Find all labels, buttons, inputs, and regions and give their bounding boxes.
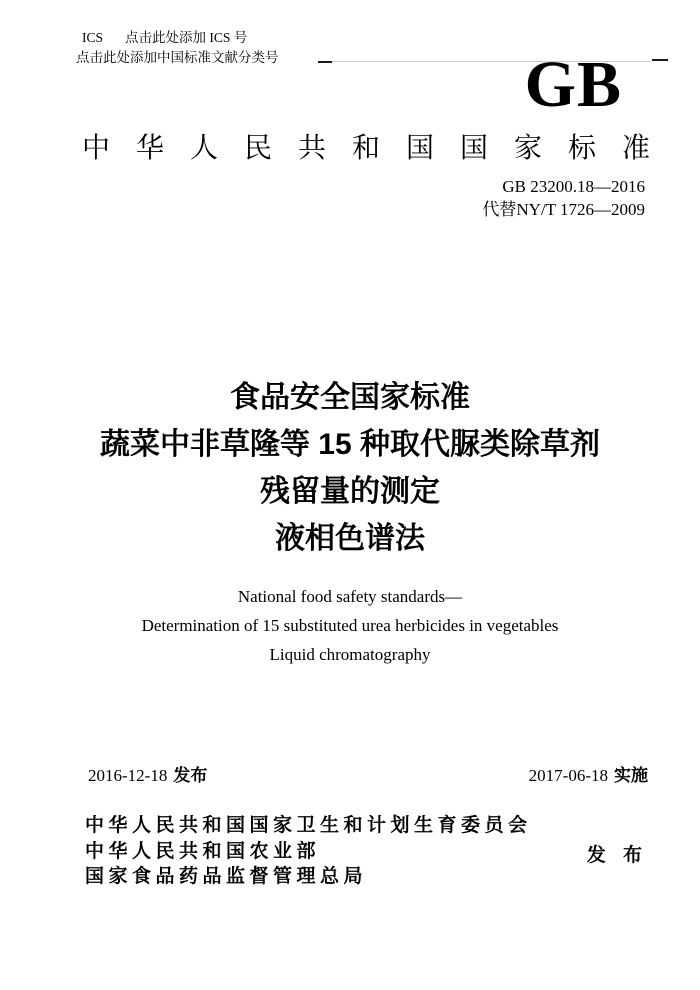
national-standard-banner: 中华人民共和国国家标准 [82, 132, 677, 163]
title-en-line-2: Determination of 15 substituted urea herbicides in vegetables [141, 616, 559, 635]
title-cn-line-3: 残留量的测定 [260, 475, 440, 508]
standard-number: GB 23200.18—2016 [502, 177, 645, 196]
implementation-date-line [529, 761, 648, 786]
title-cn-line-1: 食品安全国家标准 [230, 381, 470, 414]
issue-date: 2016-12-18 [88, 766, 168, 785]
classification-placeholder-field[interactable]: 点击此处添加中国标准文献分类号 [76, 50, 279, 65]
publish-label: 发 布 [586, 845, 648, 866]
title-cn-line-4: 液相色谱法 [275, 522, 425, 555]
title-cn-line-2: 蔬菜中非草隆等 15 种取代脲类除草剂 [99, 428, 601, 461]
implementation-date: 2017-06-18 [528, 766, 608, 785]
implementation-date-label: 实施 [614, 766, 648, 785]
ics-number-line [82, 29, 247, 46]
title-en-line-1: National food safety standards— [237, 587, 463, 606]
title-en-block [0, 582, 700, 669]
dash-mark-right [652, 59, 668, 61]
issuing-agency-1: 中华人民共和国国家卫生和计划生育委员会 [85, 815, 532, 836]
ics-placeholder-field[interactable]: 点击此处添加 ICS 号 [125, 30, 248, 45]
title-en-line-3: Liquid chromatography [269, 645, 431, 664]
superseded-standard: 代替NY/T 1726—2009 [482, 200, 645, 219]
issue-date-label: 发布 [173, 766, 208, 785]
gb-logo: GB [524, 48, 622, 121]
dash-mark-left [318, 61, 332, 63]
issuing-agencies-block [85, 813, 532, 890]
issue-date-line [88, 761, 207, 786]
ics-label: ICS [82, 30, 104, 45]
title-cn-block [0, 374, 700, 562]
issuing-agency-3: 国家食品药品监督管理总局 [85, 866, 368, 887]
issuing-agency-2: 中华人民共和国农业部 [85, 840, 321, 862]
standard-number-block [482, 175, 645, 221]
